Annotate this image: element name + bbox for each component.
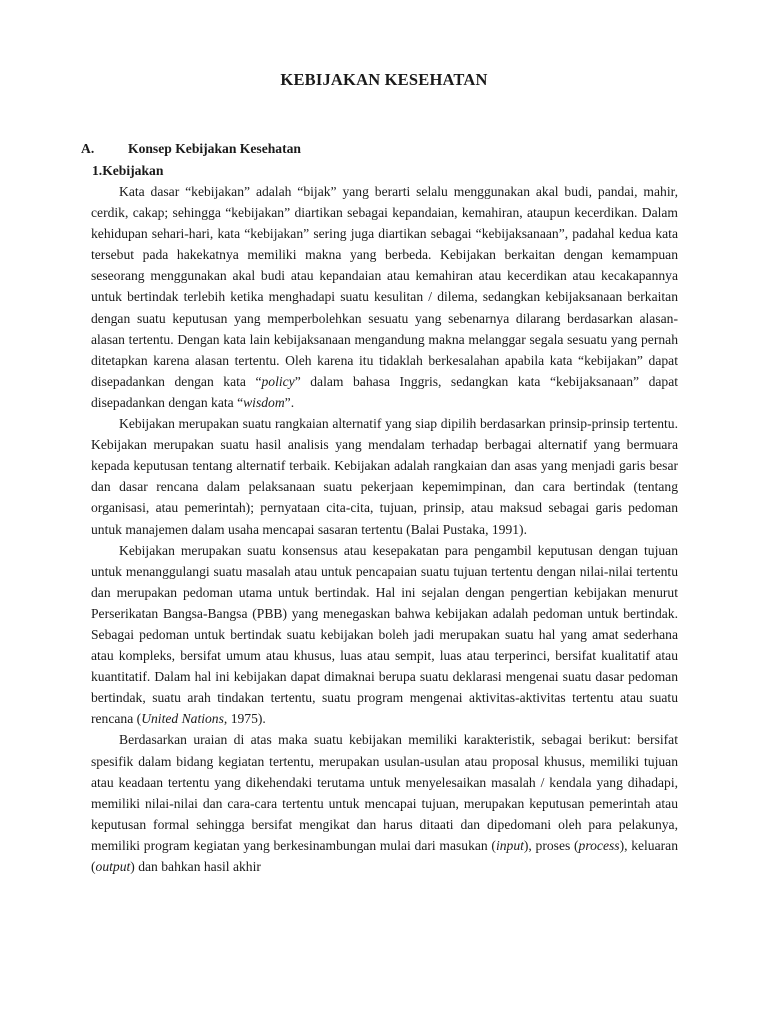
paragraph-text: ” dalam bahasa Inggris, sedangkan kata “kebijaksanaan” dapat disepadankan dengan kata “: [91, 373, 679, 410]
paragraph: [91, 729, 678, 877]
paragraph: [91, 540, 678, 730]
body-text: [91, 181, 678, 877]
paragraph-text: Kata dasar “kebijakan” adalah “bijak” yang berarti selalu menggunakan akal budi, pandai, mahir, cerdik, cakap; sehingga “kebijakan” diartikan sebagai kepandaian, kemahiran, ataupun kecerdikan. Dalam kehidupan sehari-hari, kata “kebijakan” sering juga diartikan sebagai “kebijaksanaan”, padahal kedua kata tersebut pada hakekatnya memiliki makna yang berbeda. Kebijakan berkaitan dengan kemampuan seseorang menggunakan akal budi atau kepandaian atau kemahiran atau kecerdikan atau kecakapannya untuk bertindak terlebih ketika menghadapi suatu kesulitan / dilema, sedangkan kebijaksanaan berkaitan dengan suatu keputusan yang memperbolehkan sesuatu yang sebenarnya dilarang berdasarkan alasan-alasan tertentu. Dengan kata lain kebijaksanaan mengandung makna melanggar segala sesuatu yang pernah ditetapkan karena alasan tertentu. Oleh karena itu tidaklah berkesalahan apabila kata “kebijakan” dapat disepadankan dengan kata “: [91, 184, 678, 389]
paragraph-text: ”.: [284, 394, 295, 410]
paragraph: [91, 181, 678, 413]
document-title: KEBIJAKAN KESEHATAN: [280, 70, 488, 89]
section-letter: A.: [81, 141, 95, 156]
paragraph-text: Kebijakan merupakan suatu rangkaian alternatif yang siap dipilih berdasarkan prinsip-prinsip tertentu. Kebijakan merupakan suatu hasil analisis yang mendalam terhadap berbagai alternatif yang bermuara kepada keputusan tentang alternatif terbaik. Kebijakan adalah rangkaian dan asas yang menjadi garis besar dan dasar rencana dalam pelaksanaan suatu pekerjaan kepemimpinan, dan cara bertindak (tentang organisasi, atau pemerintah); pernyataan cita-cita, tujuan, prinsip, atau maksud sebagai garis pedoman untuk manajemen dalam usaha mencapai sasaran tertentu (Balai Pustaka, 1991).: [91, 416, 678, 537]
paragraph-text: Kebijakan merupakan suatu konsensus atau kesepakatan para pengambil keputusan dengan tujuan untuk menanggulangi suatu masalah atau untuk pencapaian suatu tujuan tertentu dengan nilai-nilai tertentu dan merupakan pedoman utama untuk bertindak. Hal ini sejalan dengan pengertian kebijakan menurut Perserikatan Bangsa-Bangsa (PBB) yang menegaskan bahwa kebijakan adalah pedoman untuk bertindak. Sebagai pedoman untuk bertindak suatu kebijakan boleh jadi merupakan suatu hal yang amat sederhana atau kompleks, bersifat umum atau khusus, luas atau sempit, luas atau terperinci, bersifat kualitatif atau kuantitatif. Dalam hal ini kebijakan dapat dimaknai berupa suatu deklarasi mengenai suatu dasar pedoman bertindak, suatu arah tindakan tertentu, suatu program mengenai aktivitas-aktivitas tertentu atau suatu rencana (: [91, 542, 678, 727]
paragraph-text: , 1975).: [223, 711, 266, 727]
paragraph: [91, 413, 678, 540]
subsection-heading: 1.Kebijakan: [92, 163, 164, 178]
italic-term: output: [95, 859, 131, 874]
paragraph-text: ), keluaran (: [91, 837, 678, 874]
italic-term: wisdom: [243, 394, 285, 410]
italic-term: United Nations: [141, 711, 224, 727]
italic-term: input: [495, 837, 524, 853]
paragraph-text: Berdasarkan uraian di atas maka suatu kebijakan memiliki karakteristik, sebagai berikut: bersifat spesifik dalam bidang kegiatan tertentu, merupakan usulan-usulan atau proposal khusus, memiliki tujuan atau keadaan tertentu yang dikehendaki terutama untuk menyelesaikan masalah / kendala yang dihadapi, memiliki nilai-nilai dan cara-cara tertentu untuk mencapai tujuan, merupakan keputusan pemerintah atau keputusan formal sehingga bersifat mengikat dan harus ditaati dan dipedomani oleh para pelakunya, memiliki program kegiatan yang berkesinambungan mulai dari masukan (: [91, 732, 678, 853]
section-title: Konsep Kebijakan Kesehatan: [128, 141, 301, 156]
italic-term: process: [578, 837, 620, 853]
italic-term: policy: [261, 373, 295, 389]
section-heading: [81, 141, 301, 157]
paragraph-text: ), proses (: [523, 837, 579, 853]
paragraph-text: ) dan bahkan hasil akhir: [130, 859, 261, 874]
